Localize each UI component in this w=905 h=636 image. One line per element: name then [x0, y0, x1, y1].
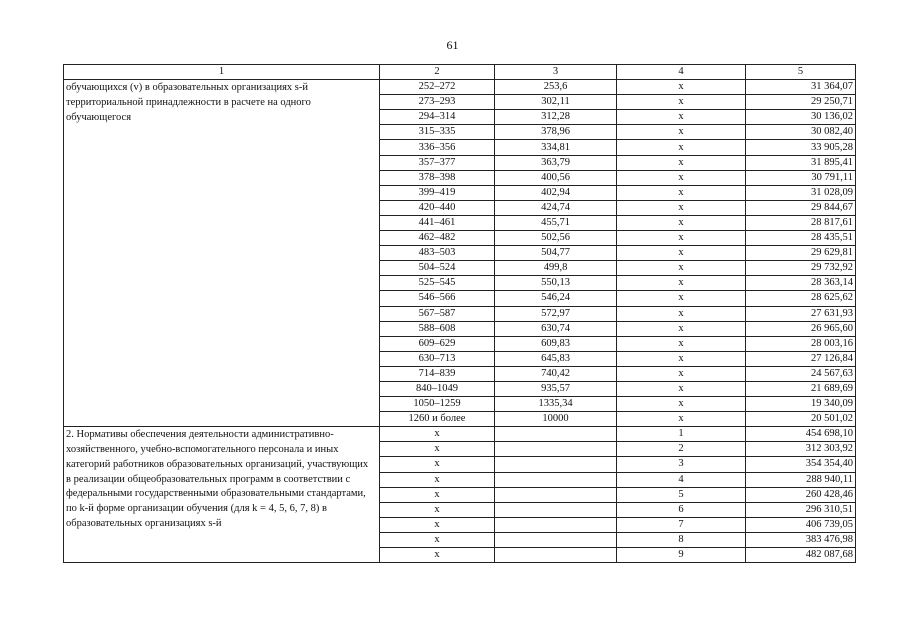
table-cell-col4: х: [617, 306, 746, 321]
table-cell-col5: 20 501,02: [746, 412, 856, 427]
table-cell-col4: х: [617, 412, 746, 427]
table-cell-col2: 483–503: [380, 246, 495, 261]
table-cell-col4: х: [617, 80, 746, 95]
table-cell-col3: 740,42: [495, 366, 617, 381]
table-cell-col4: 3: [617, 457, 746, 472]
table-cell-col5: 482 087,68: [746, 548, 856, 563]
table-cell-col5: 29 250,71: [746, 95, 856, 110]
table-cell-col4: х: [617, 155, 746, 170]
table-cell-col3: [495, 548, 617, 563]
table-cell-col3: 334,81: [495, 140, 617, 155]
table-cell-col5: 31 895,41: [746, 155, 856, 170]
table-cell-col2: 357–377: [380, 155, 495, 170]
table-cell-col3: 253,6: [495, 80, 617, 95]
table-cell-col3: [495, 442, 617, 457]
table-cell-col4: 7: [617, 517, 746, 532]
column-header-3: 3: [495, 65, 617, 80]
table-cell-col5: 454 698,10: [746, 427, 856, 442]
table-cell-col5: 312 303,92: [746, 442, 856, 457]
table-cell-col4: х: [617, 95, 746, 110]
table-cell-col3: [495, 457, 617, 472]
table-cell-col5: 28 625,62: [746, 291, 856, 306]
table-cell-col3: 550,13: [495, 276, 617, 291]
table-cell-col5: 33 905,28: [746, 140, 856, 155]
table-cell-col3: [495, 517, 617, 532]
table-cell-col2: х: [380, 548, 495, 563]
table-cell-col5: 29 732,92: [746, 261, 856, 276]
table-cell-col3: [495, 472, 617, 487]
table-cell-col2: 840–1049: [380, 381, 495, 396]
table-cell-col5: 29 629,81: [746, 246, 856, 261]
table-cell-col3: 572,97: [495, 306, 617, 321]
table-cell-col5: 31 364,07: [746, 80, 856, 95]
table-cell-col4: х: [617, 321, 746, 336]
table-cell-col4: 8: [617, 532, 746, 547]
table-cell-col4: х: [617, 231, 746, 246]
table-cell-col2: 441–461: [380, 215, 495, 230]
table-cell-col4: х: [617, 366, 746, 381]
table-cell-col5: 383 476,98: [746, 532, 856, 547]
table-cell-col2: 588–608: [380, 321, 495, 336]
column-header-4: 4: [617, 65, 746, 80]
table-cell-col5: 28 003,16: [746, 336, 856, 351]
table-cell-col4: 6: [617, 502, 746, 517]
table-cell-col2: 630–713: [380, 351, 495, 366]
table-cell-col2: 609–629: [380, 336, 495, 351]
table-cell-col4: х: [617, 291, 746, 306]
table-cell-col5: 260 428,46: [746, 487, 856, 502]
section-2-description-cell: 2. Нормативы обеспечения деятельности административно-хозяйственного, учебно-вспомогательного персонала и иных категорий работников образовательных организаций, участвующих в реализации общеобразовательных программ в соответствии с федеральными государственными образовательными стандартами, по k-й форме организации обучения (для k = 4, 5, 6, 7, 8) в образовательных организациях s-й: [64, 427, 380, 563]
table-cell-col3: 1335,34: [495, 397, 617, 412]
table-cell-col2: х: [380, 517, 495, 532]
table-cell-col3: 499,8: [495, 261, 617, 276]
table-cell-col4: 4: [617, 472, 746, 487]
table-cell-col4: х: [617, 200, 746, 215]
table-cell-col4: х: [617, 215, 746, 230]
table-cell-col3: 645,83: [495, 351, 617, 366]
table-cell-col2: 273–293: [380, 95, 495, 110]
table-cell-col2: 1050–1259: [380, 397, 495, 412]
table-cell-col4: х: [617, 351, 746, 366]
table-cell-col4: 2: [617, 442, 746, 457]
table-cell-col5: 26 965,60: [746, 321, 856, 336]
column-header-5: 5: [746, 65, 856, 80]
table-cell-col4: х: [617, 261, 746, 276]
table-cell-col2: х: [380, 502, 495, 517]
table-cell-col5: 28 817,61: [746, 215, 856, 230]
table-cell-col3: 455,71: [495, 215, 617, 230]
table-cell-col2: 399–419: [380, 185, 495, 200]
table-cell-col5: 27 631,93: [746, 306, 856, 321]
table-cell-col3: 363,79: [495, 155, 617, 170]
page-number: 61: [446, 38, 459, 52]
table-cell-col3: [495, 487, 617, 502]
table-cell-col5: 288 940,11: [746, 472, 856, 487]
table-cell-col2: 378–398: [380, 170, 495, 185]
table-cell-col2: х: [380, 457, 495, 472]
table-cell-col2: 525–545: [380, 276, 495, 291]
table-cell-col5: 30 791,11: [746, 170, 856, 185]
table-cell-col4: х: [617, 381, 746, 396]
table-cell-col3: 302,11: [495, 95, 617, 110]
table-cell-col2: х: [380, 427, 495, 442]
table-cell-col5: 354 354,40: [746, 457, 856, 472]
table-cell-col3: 402,94: [495, 185, 617, 200]
table-cell-col5: 19 340,09: [746, 397, 856, 412]
table-cell-col3: 546,24: [495, 291, 617, 306]
table-cell-col4: х: [617, 110, 746, 125]
table-cell-col4: х: [617, 336, 746, 351]
table-cell-col2: 714–839: [380, 366, 495, 381]
table-cell-col3: 502,56: [495, 231, 617, 246]
table-cell-col2: х: [380, 532, 495, 547]
table-cell-col3: [495, 427, 617, 442]
table-cell-col4: х: [617, 276, 746, 291]
table-body: [64, 80, 856, 563]
column-header-1: 1: [64, 65, 380, 80]
table-cell-col2: 1260 и более: [380, 412, 495, 427]
table-row: [64, 427, 856, 442]
table-cell-col3: 378,96: [495, 125, 617, 140]
table-cell-col3: 400,56: [495, 170, 617, 185]
table-cell-col2: 546–566: [380, 291, 495, 306]
table-cell-col4: х: [617, 185, 746, 200]
table-cell-col3: 935,57: [495, 381, 617, 396]
table-cell-col3: 424,74: [495, 200, 617, 215]
table-cell-col4: х: [617, 397, 746, 412]
table-cell-col2: 294–314: [380, 110, 495, 125]
header-row: [64, 65, 856, 80]
table-cell-col5: 30 136,02: [746, 110, 856, 125]
table-cell-col4: 9: [617, 548, 746, 563]
norms-table: [63, 64, 856, 563]
table-cell-col2: 315–335: [380, 125, 495, 140]
table-cell-col5: 406 739,05: [746, 517, 856, 532]
column-header-2: 2: [380, 65, 495, 80]
table-row: [64, 80, 856, 95]
table-cell-col3: [495, 502, 617, 517]
table-cell-col5: 21 689,69: [746, 381, 856, 396]
table-cell-col4: х: [617, 140, 746, 155]
table-cell-col5: 27 126,84: [746, 351, 856, 366]
table-cell-col2: 504–524: [380, 261, 495, 276]
table-cell-col2: 462–482: [380, 231, 495, 246]
table-cell-col2: 420–440: [380, 200, 495, 215]
table-cell-col2: 567–587: [380, 306, 495, 321]
table-cell-col4: х: [617, 246, 746, 261]
table-cell-col3: 312,28: [495, 110, 617, 125]
table-cell-col4: 5: [617, 487, 746, 502]
table-cell-col4: х: [617, 125, 746, 140]
table-cell-col2: х: [380, 442, 495, 457]
table-cell-col5: 24 567,63: [746, 366, 856, 381]
table-cell-col5: 30 082,40: [746, 125, 856, 140]
table-cell-col2: х: [380, 472, 495, 487]
table-cell-col4: х: [617, 170, 746, 185]
table-cell-col3: 10000: [495, 412, 617, 427]
table-cell-col5: 31 028,09: [746, 185, 856, 200]
table-cell-col3: 504,77: [495, 246, 617, 261]
row-description-cell: обучающихся (v) в образовательных организациях s-й территориальной принадлежности в расчете на одного обучающегося: [64, 80, 380, 427]
table-cell-col5: 28 363,14: [746, 276, 856, 291]
table-cell-col2: 336–356: [380, 140, 495, 155]
table-cell-col4: 1: [617, 427, 746, 442]
table-cell-col3: [495, 532, 617, 547]
table-cell-col5: 28 435,51: [746, 231, 856, 246]
table-cell-col3: 609,83: [495, 336, 617, 351]
table-cell-col2: х: [380, 487, 495, 502]
table-cell-col3: 630,74: [495, 321, 617, 336]
table-cell-col2: 252–272: [380, 80, 495, 95]
table-cell-col5: 296 310,51: [746, 502, 856, 517]
table-cell-col5: 29 844,67: [746, 200, 856, 215]
